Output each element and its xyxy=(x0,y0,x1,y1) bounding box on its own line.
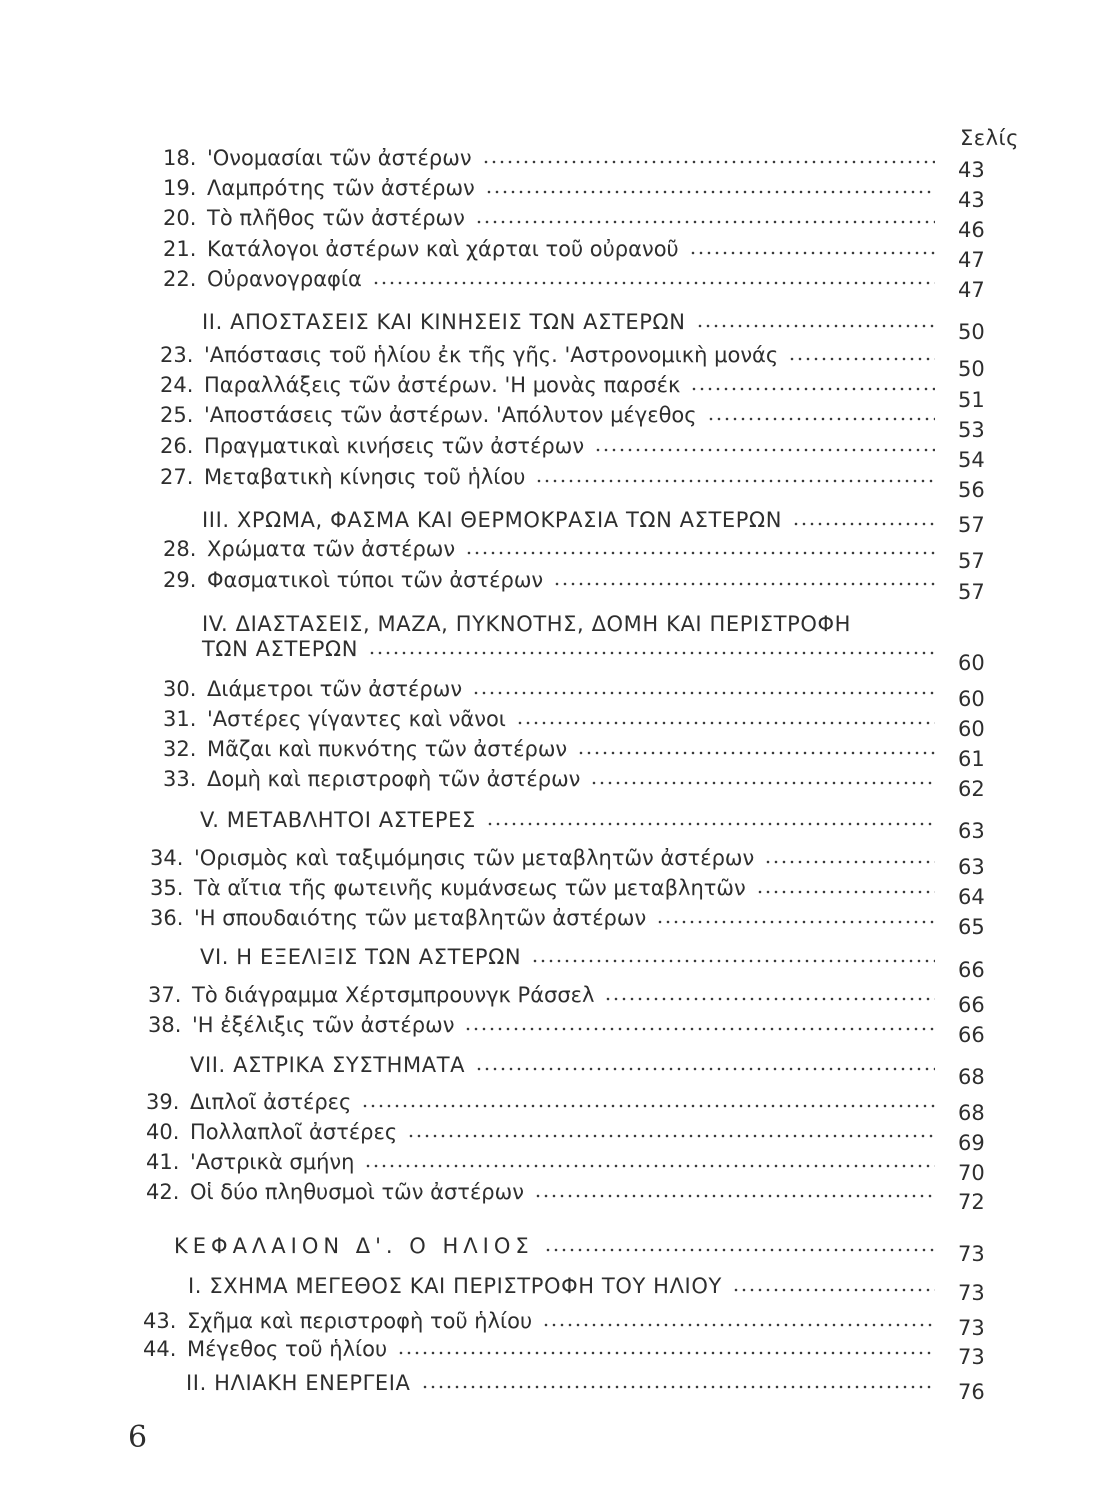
toc-entry xyxy=(163,237,945,261)
toc-entry-number: 37. xyxy=(148,983,182,1007)
toc-entry-number: 28. xyxy=(163,537,197,561)
toc-entry-title: ΤΩΝ ΑΣΤΕΡΩΝ xyxy=(202,637,359,661)
toc-entry xyxy=(160,434,945,458)
section-iv-heading-line1: IV. ΔΙΑΣΤΑΣΕΙΣ, ΜΑΖΑ, ΠΥΚΝΟΤΗΣ, ΔΟΜΗ ΚΑΙ ΠΕΡΙΣΤΡΟΦΗ xyxy=(202,612,852,636)
dot-leader xyxy=(486,822,935,826)
toc-page-number: 47 xyxy=(958,248,985,272)
toc-entry xyxy=(160,403,945,427)
dot-leader xyxy=(361,1104,935,1108)
toc-section-heading xyxy=(190,1053,945,1077)
toc-entry xyxy=(163,767,945,791)
dot-leader xyxy=(482,160,935,164)
toc-entry-title: Παραλλάξεις τῶν ἀστέρων. 'Η μονὰς παρσέκ xyxy=(204,373,681,397)
toc-entry xyxy=(148,1013,945,1037)
toc-entry xyxy=(146,1090,945,1114)
dot-leader xyxy=(372,281,935,285)
toc-entry-number: 19. xyxy=(163,176,197,200)
toc-entry-title: Μέγεθος τοῦ ἡλίου xyxy=(187,1337,388,1361)
toc-page-number: 73 xyxy=(958,1316,985,1340)
dot-leader xyxy=(542,1323,935,1327)
toc-entry xyxy=(163,677,945,701)
dot-leader xyxy=(544,1248,935,1252)
toc-chapter-heading xyxy=(174,1234,945,1258)
toc-entry xyxy=(163,206,945,230)
toc-entry-number: 24. xyxy=(160,373,194,397)
toc-entry xyxy=(163,707,945,731)
toc-entry xyxy=(150,906,945,930)
toc-page-number: 63 xyxy=(958,819,985,843)
toc-page-number: 73 xyxy=(958,1281,985,1305)
toc-section-heading xyxy=(200,945,945,969)
toc-entry-number: 40. xyxy=(146,1120,180,1144)
toc-entry-title: Δομὴ καὶ περιστροφὴ τῶν ἀστέρων xyxy=(207,767,581,791)
toc-entry xyxy=(150,876,945,900)
toc-entry xyxy=(160,465,945,489)
toc-entry-title: Πολλαπλοῖ ἀστέρες xyxy=(190,1120,398,1144)
dot-leader xyxy=(465,551,935,555)
toc-entry xyxy=(160,343,945,367)
toc-entry-title: Λαμπρότης τῶν ἀστέρων xyxy=(207,176,475,200)
toc-section-heading xyxy=(202,310,945,334)
toc-entry-title: ΚΕΦΑΛΑΙΟΝ Δ'. Ο ΗΛΙΟΣ xyxy=(174,1234,534,1258)
dot-leader xyxy=(553,582,935,586)
dot-leader xyxy=(516,721,935,725)
toc-page-number: 61 xyxy=(958,747,985,771)
toc-page-number: 43 xyxy=(958,188,985,212)
dot-leader xyxy=(475,1067,935,1071)
toc-page-number: 57 xyxy=(958,580,985,604)
toc-entry xyxy=(163,267,945,291)
toc-page-number: 46 xyxy=(958,218,985,242)
toc-entry-title: 'Η ἐξέλιξις τῶν ἀστέρων xyxy=(192,1013,455,1037)
dot-leader xyxy=(421,1385,935,1389)
dot-leader xyxy=(792,522,935,526)
toc-entry-number: 39. xyxy=(146,1090,180,1114)
toc-page-number: 56 xyxy=(958,478,985,502)
toc-entry-title: V. ΜΕΤΑΒΛΗΤΟΙ ΑΣΤΕΡΕΣ xyxy=(200,808,476,832)
dot-leader xyxy=(577,751,935,755)
toc-entry-number: 29. xyxy=(163,568,197,592)
toc-entry xyxy=(150,846,945,870)
toc-entry-title: Διάμετροι τῶν ἀστέρων xyxy=(207,677,463,701)
toc-entry-title: 'Ονομασίαι τῶν ἀστέρων xyxy=(207,146,472,170)
toc-section-heading xyxy=(202,508,945,532)
toc-entry-title: II. ΑΠΟΣΤΑΣΕΙΣ ΚΑΙ ΚΙΝΗΣΕΙΣ ΤΩΝ ΑΣΤΕΡΩΝ xyxy=(202,310,686,334)
toc-page-number: 50 xyxy=(958,357,985,381)
dot-leader xyxy=(485,190,935,194)
toc-entry-number: 35. xyxy=(150,876,184,900)
dot-leader xyxy=(534,1194,935,1198)
toc-entry-number: 30. xyxy=(163,677,197,701)
toc-entry-title: VI. Η ΕΞΕΛΙΞΙΣ ΤΩΝ ΑΣΤΕΡΩΝ xyxy=(200,945,522,969)
toc-entry-title: 'Απόστασις τοῦ ἡλίου ἐκ τῆς γῆς. 'Αστρονομικὴ μονάς xyxy=(204,343,779,367)
toc-entry-number: 41. xyxy=(146,1150,180,1174)
toc-entry-title: II. ΗΛΙΑΚΗ ΕΝΕΡΓΕΙΑ xyxy=(186,1371,411,1395)
toc-entry-title: VII. ΑΣΤΡΙΚΑ ΣΥΣΤΗΜΑΤΑ xyxy=(190,1053,466,1077)
toc-entry-title: Τὸ διάγραμμα Χέρτσμπρουνγκ Ράσσελ xyxy=(192,983,595,1007)
dot-leader xyxy=(368,651,935,655)
dot-leader xyxy=(407,1134,935,1138)
toc-page-number: 68 xyxy=(958,1101,985,1125)
toc-entry-title: III. ΧΡΩΜΑ, ΦΑΣΜΑ ΚΑΙ ΘΕΡΜΟΚΡΑΣΙΑ ΤΩΝ ΑΣΤΕΡΩΝ xyxy=(202,508,783,532)
toc-section-heading xyxy=(202,637,945,661)
toc-entry xyxy=(146,1180,945,1204)
toc-page-number: 73 xyxy=(958,1345,985,1369)
toc-entry-number: 27. xyxy=(160,465,194,489)
page-number: 6 xyxy=(128,1420,148,1455)
toc-entry-number: 42. xyxy=(146,1180,180,1204)
toc-page-number: 65 xyxy=(958,915,985,939)
toc-entry-title: Πραγματικαὶ κινήσεις τῶν ἀστέρων xyxy=(204,434,585,458)
toc-page-number: 62 xyxy=(958,777,985,801)
toc-page-number: 64 xyxy=(958,885,985,909)
toc-entry-title: 'Ορισμὸς καὶ ταξιμόμησις τῶν μεταβλητῶν ἀστέρων xyxy=(194,846,755,870)
toc-entry-number: 21. xyxy=(163,237,197,261)
toc-page-number: 60 xyxy=(958,717,985,741)
toc-page-number: 70 xyxy=(958,1161,985,1185)
dot-leader xyxy=(764,860,935,864)
toc-entry-number: 20. xyxy=(163,206,197,230)
toc-entry-number: 23. xyxy=(160,343,194,367)
toc-entry xyxy=(163,146,945,170)
toc-page-number: 47 xyxy=(958,278,985,302)
toc-entry-title: Διπλοῖ ἀστέρες xyxy=(190,1090,352,1114)
dot-leader xyxy=(604,997,935,1001)
toc-entry-number: 31. xyxy=(163,707,197,731)
dot-leader xyxy=(535,479,935,483)
toc-page-number: 60 xyxy=(958,687,985,711)
toc-entry xyxy=(143,1337,945,1361)
toc-entry-number: 36. xyxy=(150,906,184,930)
toc-entry-title: Τὰ αἴτια τῆς φωτεινῆς κυμάνσεως τῶν μεταβλητῶν xyxy=(194,876,746,900)
dot-leader xyxy=(756,890,935,894)
toc-entry-number: 43. xyxy=(143,1309,177,1333)
toc-entry-title: Σχῆμα καὶ περιστροφὴ τοῦ ἡλίου xyxy=(187,1309,533,1333)
toc-page-number: 51 xyxy=(958,388,985,412)
toc-entry xyxy=(163,176,945,200)
toc-page-number: 66 xyxy=(958,993,985,1017)
toc-entry-title: Κατάλογοι ἀστέρων καὶ χάρται τοῦ οὐρανοῦ xyxy=(207,237,679,261)
dot-leader xyxy=(707,417,935,421)
toc-entry-title: Οἱ δύο πληθυσμοὶ τῶν ἀστέρων xyxy=(190,1180,524,1204)
toc-entry-number: 25. xyxy=(160,403,194,427)
toc-page-number: 66 xyxy=(958,958,985,982)
toc-entry xyxy=(163,537,945,561)
toc-entry-number: 33. xyxy=(163,767,197,791)
dot-leader xyxy=(531,959,935,963)
toc-entry-number: 32. xyxy=(163,737,197,761)
toc-page-number: 57 xyxy=(958,549,985,573)
toc-entry-title: 'Αποστάσεις τῶν ἀστέρων. 'Απόλυτον μέγεθος xyxy=(204,403,697,427)
dot-leader xyxy=(464,1027,935,1031)
toc-entry xyxy=(148,983,945,1007)
dot-leader xyxy=(594,448,935,452)
toc-entry-title: Μᾶζαι καὶ πυκνότης τῶν ἀστέρων xyxy=(207,737,568,761)
toc-entry-number: 22. xyxy=(163,267,197,291)
toc-entry-title: Χρώματα τῶν ἀστέρων xyxy=(207,537,456,561)
toc-entry xyxy=(146,1150,945,1174)
toc-page-number: 72 xyxy=(958,1190,985,1214)
toc-entry-number: 34. xyxy=(150,846,184,870)
page-column-header: Σελίς xyxy=(960,126,1019,150)
toc-entry-number: 38. xyxy=(148,1013,182,1037)
toc-entry-title: Μεταβατικὴ κίνησις τοῦ ἡλίου xyxy=(204,465,526,489)
dot-leader xyxy=(696,324,935,328)
toc-section-heading xyxy=(200,808,945,832)
toc-page-number: 53 xyxy=(958,418,985,442)
dot-leader xyxy=(364,1164,935,1168)
toc-entry-title: I. ΣΧΗΜΑ ΜΕΓΕΘΟΣ ΚΑΙ ΠΕΡΙΣΤΡΟΦΗ ΤΟΥ ΗΛΙΟΥ xyxy=(188,1274,722,1298)
toc-entry xyxy=(143,1309,945,1333)
toc-entry-title: 'Αστέρες γίγαντες καὶ νᾶνοι xyxy=(207,707,506,731)
toc-page-number: 66 xyxy=(958,1023,985,1047)
toc-page-number: 73 xyxy=(958,1242,985,1266)
toc-page-number: 57 xyxy=(958,513,985,537)
toc-section-heading xyxy=(188,1274,945,1298)
toc-entry xyxy=(146,1120,945,1144)
toc-page-number: 68 xyxy=(958,1065,985,1089)
toc-section-heading xyxy=(186,1371,945,1395)
toc-entry-title: 'Αστρικὰ σμήνη xyxy=(190,1150,355,1174)
toc-page-number: 50 xyxy=(958,320,985,344)
toc-entry-number: 26. xyxy=(160,434,194,458)
dot-leader xyxy=(590,781,935,785)
toc-entry-title: Τὸ πλῆθος τῶν ἀστέρων xyxy=(207,206,465,230)
toc-page-number: 69 xyxy=(958,1131,985,1155)
toc-entry xyxy=(163,737,945,761)
dot-leader xyxy=(397,1351,935,1355)
dot-leader xyxy=(788,357,935,361)
toc-page-number: 43 xyxy=(958,158,985,182)
dot-leader xyxy=(732,1288,935,1292)
dot-leader xyxy=(472,691,935,695)
toc-page-number: 60 xyxy=(958,651,985,675)
toc-page-number: 76 xyxy=(958,1380,985,1404)
toc-page-number: 63 xyxy=(958,855,985,879)
dot-leader xyxy=(690,387,935,391)
toc-entry-number: 44. xyxy=(143,1337,177,1361)
dot-leader xyxy=(656,920,935,924)
toc-entry-title: Οὐρανογραφία xyxy=(207,267,362,291)
toc-entry-number: 18. xyxy=(163,146,197,170)
toc-entry-title: 'Η σπουδαιότης τῶν μεταβλητῶν ἀστέρων xyxy=(194,906,647,930)
dot-leader xyxy=(475,220,935,224)
toc-entry xyxy=(163,568,945,592)
toc-page-number: 54 xyxy=(958,448,985,472)
toc-entry-title: Φασματικοὶ τύποι τῶν ἀστέρων xyxy=(207,568,544,592)
dot-leader xyxy=(689,251,935,255)
toc-entry xyxy=(160,373,945,397)
